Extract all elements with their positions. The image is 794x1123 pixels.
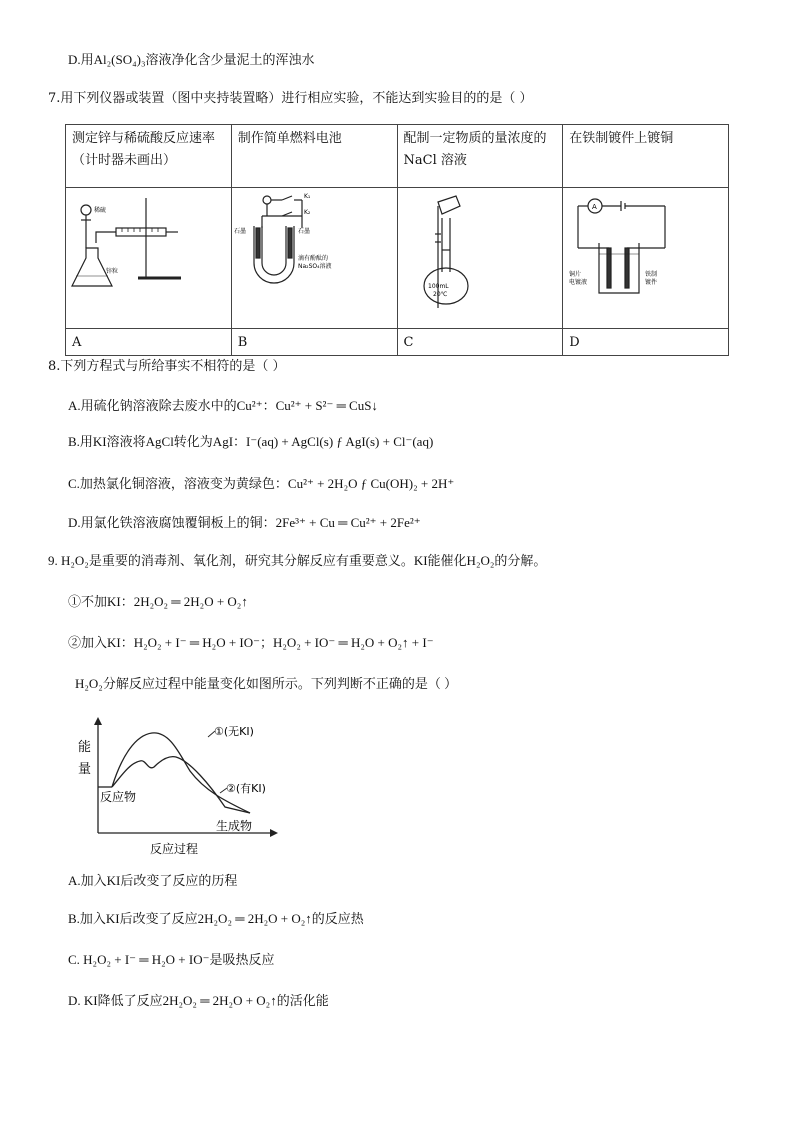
curve1-label: ①(无KI) [214,725,254,738]
q9-line-2: ②加入KI：H₂O₂ + I⁻ ═ H₂O + IO⁻；H₂O₂ + IO⁻ ═ H₂O + O₂↑ + I⁻ [68,635,434,650]
q8-option-d: D.用氯化铁溶液腐蚀覆铜板上的铜：2Fe³⁺ + Cu ═ Cu²⁺ + 2Fe²⁺ [68,515,421,530]
label-iron-part-1: 铁制 [645,271,658,278]
label-graphite-left: 石墨 [233,228,246,235]
ammeter-label: A [592,203,598,211]
fuel-cell-u-tube-diagram [232,188,397,328]
q7-label-b: B [231,329,397,356]
q7-label-a: A [66,329,232,356]
label-iron-part-2: 镀件 [645,279,658,286]
q8-option-a: A.用硫化钠溶液除去废水中的Cu²⁺：Cu²⁺ + S²⁻ ═ CuS↓ [68,398,378,413]
reactant-label: 反应物 [100,790,137,804]
q7-apparatus-table [65,124,729,356]
label-solution-2: Na₂SO₄溶液 [297,263,332,270]
y-axis-arrow [94,717,102,725]
q7-figure-b [231,188,397,329]
q7-stem: 7.用下列仪器或装置（图中夹持装置略）进行相应实验，不能达到实验目的的是（ ） [48,91,533,106]
q9-line-3: H₂O₂分解反应过程中能量变化如图所示。下列判断不正确的是（ ） [75,676,458,691]
label-volume: 100mL [427,283,449,290]
zinc-rate-apparatus-diagram [66,188,231,328]
label-plating-solution: 电镀液 [569,279,588,286]
label-zinc: 锌粒 [106,268,119,275]
x-axis-label: 反应过程 [150,842,199,856]
energy-profile-diagram [60,715,290,860]
label-copper-plate: 铜片 [569,271,582,278]
electroplating-diagram [563,188,728,328]
q7-header-a: 测定锌与稀硫酸反应速率（计时器未画出） [66,125,232,188]
q8-option-c: C.加热氯化铜溶液，溶液变为黄绿色：Cu²⁺ + 2H₂O ƒ Cu(OH)₂ + 2H⁺ [68,476,455,491]
label-graphite-right: 石墨 [297,228,310,235]
q9-option-d: D. KI降低了反应2H₂O₂ ═ 2H₂O + O₂↑的活化能 [68,993,329,1008]
curve2-label: ②(有KI) [226,782,266,795]
product-label: 生成物 [216,819,253,833]
q8-stem: 8.下列方程式与所给事实不相符的是（ ） [48,359,286,374]
q7-figure-a [66,188,232,329]
x-axis-arrow [270,829,278,837]
q6-option-d: D.用Al₂(SO₄)₃溶液净化含少量泥土的浑浊水 [68,52,315,67]
y-label-1: 能 [78,740,92,755]
q9-stem: 9. H₂O₂是重要的消毒剂、氧化剂，研究其分解反应有重要意义。KI能催化H₂O₂的分解。 [48,553,547,568]
label-k1: K₁ [303,193,311,200]
q7-figure-d [563,188,729,329]
label-acid: 稀硫 [94,207,107,214]
q7-header-d: 在铁制镀件上镀铜 [563,125,729,188]
q9-option-c: C. H₂O₂ + I⁻ ═ H₂O + IO⁻是吸热反应 [68,952,275,967]
q7-label-d: D [563,329,729,356]
q9-option-b: B.加入KI后改变了反应2H₂O₂ ═ 2H₂O + O₂↑的反应热 [68,911,364,926]
q7-header-c: 配制一定物质的量浓度的 NaCl 溶液 [397,125,563,188]
q7-figure-c [397,188,563,329]
label-k2: K₂ [303,209,311,216]
q7-label-c: C [397,329,563,356]
q9-option-a: A.加入KI后改变了反应的历程 [68,873,238,888]
q8-option-b: B.用KI溶液将AgCl转化为AgI：I⁻(aq) + AgCl(s) ƒ AgI(s) + Cl⁻(aq) [68,434,434,449]
q7-header-b: 制作简单燃料电池 [231,125,397,188]
label-solution-1: 滴有酚酞的 [297,255,328,262]
q9-line-1: ①不加KI：2H₂O₂ ═ 2H₂O + O₂↑ [68,594,248,609]
volumetric-flask-diagram [398,188,563,328]
y-label-2: 量 [78,762,92,777]
label-temperature: 20℃ [432,291,447,298]
